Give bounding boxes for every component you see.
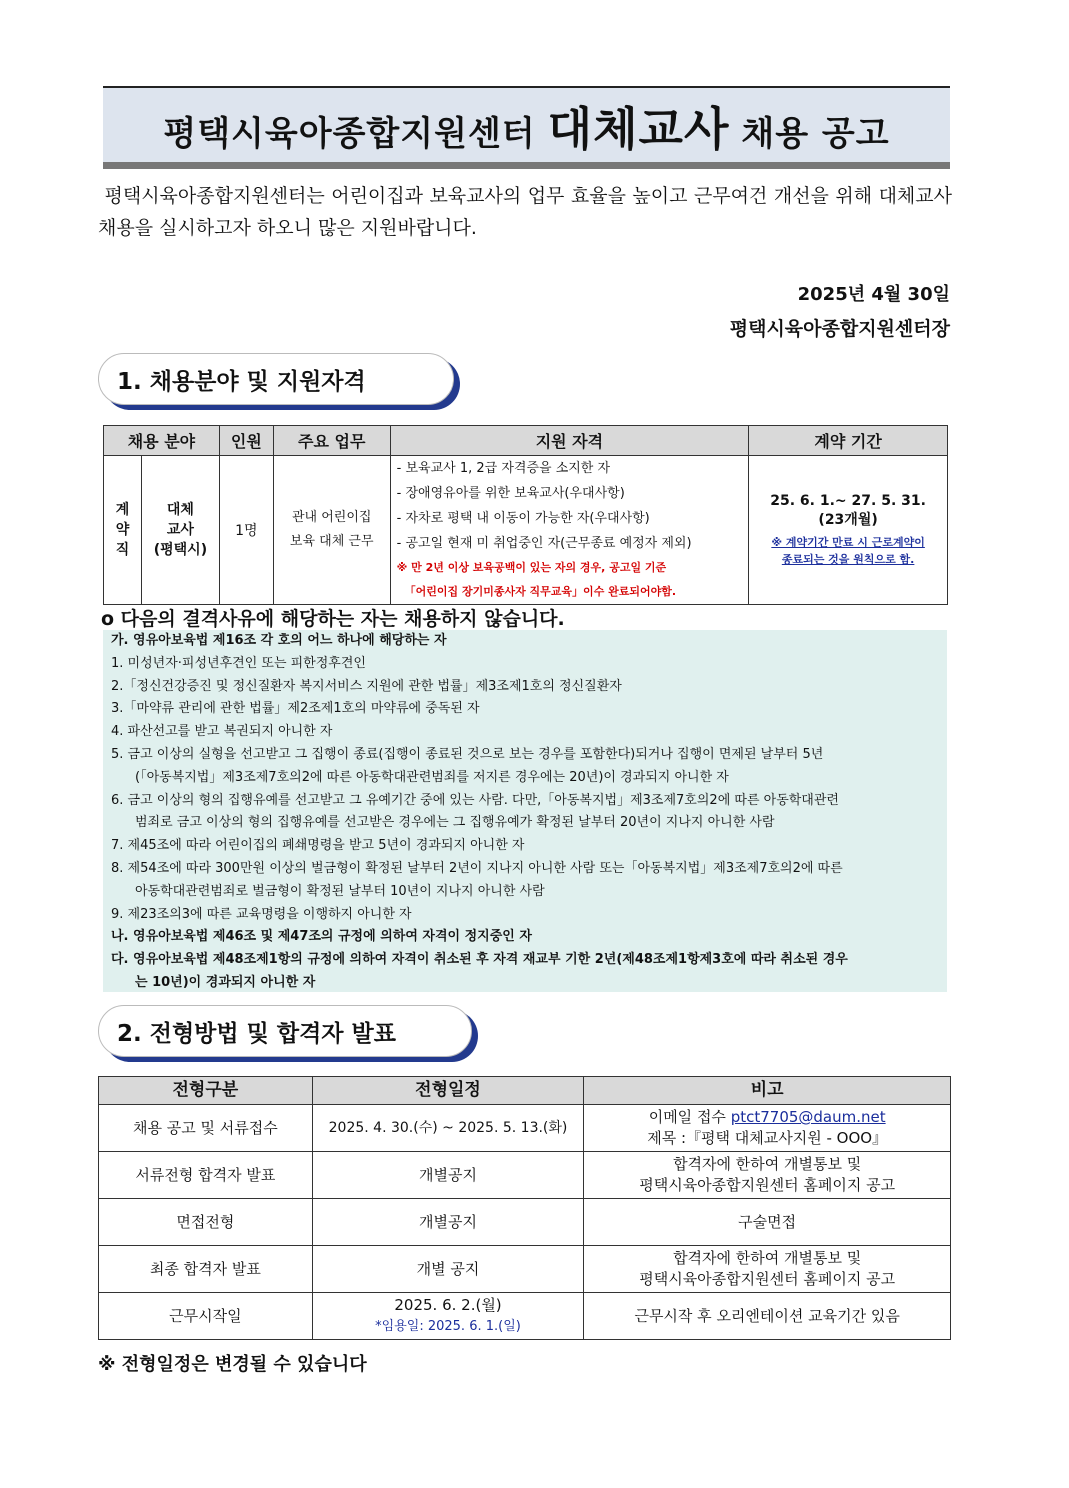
page-title bbox=[163, 93, 889, 159]
schedule-cell bbox=[312, 1293, 584, 1340]
table-row bbox=[99, 1199, 951, 1246]
schedule-cell: 개별 공지 bbox=[312, 1246, 584, 1293]
start-date: 2025. 6. 2.(월) bbox=[394, 1296, 502, 1314]
note-cell: 합격자에 한하여 개별통보 및 평택시육아종합지원센터 홈페이지 공고 bbox=[584, 1152, 951, 1199]
note-cell: 구술면접 bbox=[584, 1199, 951, 1246]
qual-note-2: 「어린이집 장기미종사자 직무교육」이수 완료되어야함. bbox=[404, 585, 677, 598]
disq-item-cont: 아동학대관련범죄로 벌금형이 확정된 날부터 10년이 지나지 아니한 사람 bbox=[135, 883, 545, 899]
signer: 평택시육아종합지원센터장 bbox=[729, 318, 950, 340]
col-stage: 전형구분 bbox=[99, 1077, 313, 1105]
disq-item: 2.「정신건강증진 및 정신질환자 복지서비스 지원에 관한 법률」제3조제1호의 정신질환자 bbox=[111, 678, 622, 694]
disq-da: 다. 영유아보육법 제48조제1항의 규정에 의하여 자격이 취소된 후 자격 재교부 기한 2년(제48조제1항제3호에 따라 취소된 경우 bbox=[111, 952, 848, 968]
contract-note: ※ 계약기간 만료 시 근로계약이 종료되는 것을 원칙으로 함. bbox=[771, 536, 925, 566]
col-schedule: 전형일정 bbox=[312, 1077, 584, 1105]
stage-cell: 최종 합격자 발표 bbox=[99, 1246, 313, 1293]
announce-date: 2025년 4월 30일 bbox=[797, 284, 950, 305]
headcount: 1명 bbox=[219, 456, 273, 605]
title-underline bbox=[103, 162, 950, 169]
disq-item: 5. 금고 이상의 실형을 선고받고 그 집행이 종료(집행이 종료된 것으로 보는 경우를 포함한다)되거나 집행이 면제된 날부터 5년 bbox=[111, 746, 824, 762]
schedule-cell: 개별공지 bbox=[312, 1199, 584, 1246]
qualification-list bbox=[390, 456, 749, 605]
table-row bbox=[99, 1246, 951, 1293]
main-duty: 관내 어린이집 보육 대체 근무 bbox=[273, 456, 390, 605]
schedule-cell: 2025. 4. 30.(수) ~ 2025. 5. 13.(화) bbox=[312, 1105, 584, 1152]
table-row bbox=[99, 1152, 951, 1199]
col-duty: 주요 업무 bbox=[273, 426, 390, 456]
qual-item: - 보육교사 1, 2급 자격증을 소지한 자 bbox=[396, 461, 611, 476]
job-field: 대체 교사 (평택시) bbox=[141, 456, 219, 605]
selection-table bbox=[98, 1076, 951, 1340]
stage-cell: 채용 공고 및 서류접수 bbox=[99, 1105, 313, 1152]
disq-item: 6. 금고 이상의 형의 집행유예를 선고받고 그 유예기간 중에 있는 사람. 다만,「아동복지법」제3조제7호의2에 따른 아동학대관련 bbox=[111, 792, 839, 808]
disq-na: 나. 영유아보육법 제46조 및 제47조의 규정에 의하여 자격이 정지중인 자 bbox=[111, 929, 532, 945]
title-banner bbox=[103, 86, 950, 164]
table-row bbox=[99, 1293, 951, 1340]
disq-item: 9. 제23조의3에 따른 교육명령을 이행하지 아니한 자 bbox=[111, 906, 412, 922]
contract-period: 25. 6. 1.~ 27. 5. 31. (23개월) bbox=[770, 493, 926, 528]
note-cell: 합격자에 한하여 개별통보 및 평택시육아종합지원센터 홈페이지 공고 bbox=[584, 1246, 951, 1293]
col-period: 계약 기간 bbox=[749, 426, 948, 456]
table-row bbox=[99, 1105, 951, 1152]
note-text: 이메일 접수 bbox=[648, 1108, 731, 1126]
title-org: 평택시육아종합지원센터 bbox=[163, 114, 536, 154]
stage-cell: 서류전형 합격자 발표 bbox=[99, 1152, 313, 1199]
note-text: 제목 :『평택 대체교사지원 - OOO』 bbox=[647, 1129, 888, 1147]
disq-item: 3.「마약류 관리에 관한 법률」제2조제1호의 마약류에 중독된 자 bbox=[111, 701, 480, 717]
schedule-cell: 개별공지 bbox=[312, 1152, 584, 1199]
stage-cell: 면접전형 bbox=[99, 1199, 313, 1246]
disq-da-cont: 는 10년)이 경과되지 아니한 자 bbox=[135, 974, 316, 990]
appointment-date: *임용일: 2025. 6. 1.(일) bbox=[375, 1319, 521, 1334]
disqualification-box bbox=[103, 630, 947, 992]
col-field: 채용 분야 bbox=[104, 426, 220, 456]
schedule-footnote: ※ 전형일정은 변경될 수 있습니다 bbox=[98, 1354, 367, 1375]
qual-item: - 자차로 평택 내 이동이 가능한 자(우대사항) bbox=[396, 511, 650, 526]
disq-item-cont: 범죄로 금고 이상의 형의 집행유예를 선고받은 경우에는 그 집행유예가 확정된 날부터 20년이 지나지 아니한 사람 bbox=[135, 815, 775, 831]
title-suffix: 채용 공고 bbox=[741, 114, 890, 154]
email-link[interactable]: ptct7705@daum.net bbox=[730, 1108, 886, 1126]
section-1-heading: 1. 채용분야 및 지원자격 bbox=[98, 353, 454, 405]
qual-item: - 공고일 현재 미 취업중인 자(근무종료 예정자 제외) bbox=[396, 536, 692, 551]
disq-ga: 가. 영유아보육법 제16조 각 호의 어느 하나에 해당하는 자 bbox=[111, 633, 447, 648]
disq-item-cont: (「아동복지법」제3조제7호의2에 따른 아동학대관련범죄를 저지른 경우에는 20년)이 경과되지 아니한 자 bbox=[135, 769, 729, 785]
qual-item: - 장애영유아를 위한 보육교사(우대사항) bbox=[396, 486, 625, 501]
stage-cell: 근무시작일 bbox=[99, 1293, 313, 1340]
disq-item: 4. 파산선고를 받고 복권되지 아니한 자 bbox=[111, 724, 333, 740]
intro-text bbox=[98, 180, 952, 244]
title-emphasis: 대체교사 bbox=[547, 102, 730, 156]
employment-type: 계 약 직 bbox=[104, 456, 142, 605]
section-2-heading: 2. 전형방법 및 합격자 발표 bbox=[98, 1005, 472, 1057]
intro-body: 평택시육아종합지원센터는 어린이집과 보육교사의 업무 효율을 높이고 근무여건 개선을 위해 대체교사 채용을 실시하고자 하오니 많은 지원바랍니다. bbox=[98, 185, 952, 239]
contract-period-cell bbox=[749, 456, 948, 605]
note-cell bbox=[584, 1105, 951, 1152]
col-count: 인원 bbox=[219, 426, 273, 456]
col-note: 비고 bbox=[584, 1077, 951, 1105]
disq-item: 7. 제45조에 따라 어린이집의 폐쇄명령을 받고 5년이 경과되지 아니한 자 bbox=[111, 838, 525, 854]
disq-item: 8. 제54조에 따라 300만원 이상의 벌금형이 확정된 날부터 2년이 지나지 아니한 사람 또는「아동복지법」제3조제7호의2에 따른 bbox=[111, 860, 843, 876]
qual-note: ※ 만 2년 이상 보육공백이 있는 자의 경우, 공고일 기준 bbox=[396, 561, 667, 574]
disq-item: 1. 미성년자·피성년후견인 또는 피한정후견인 bbox=[111, 655, 366, 671]
recruit-table bbox=[103, 425, 948, 605]
disqualification-heading: o 다음의 결격사유에 해당하는 자는 채용하지 않습니다. bbox=[101, 608, 565, 630]
col-quals: 지원 자격 bbox=[390, 426, 749, 456]
note-cell: 근무시작 후 오리엔테이션 교육기간 있음 bbox=[584, 1293, 951, 1340]
